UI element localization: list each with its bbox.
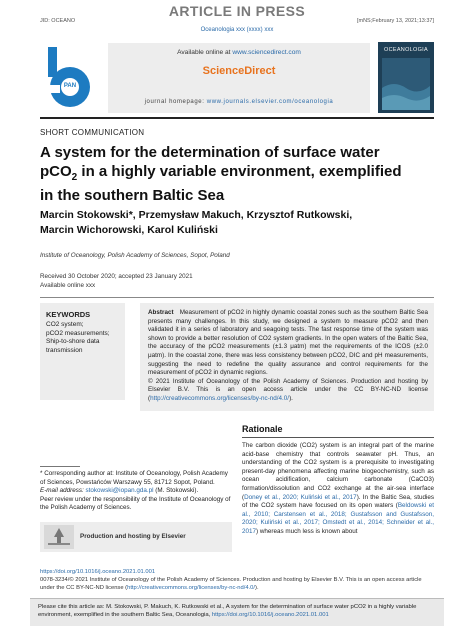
journal-issue-link[interactable]: Oceanologia xxx (xxxx) xxx — [200, 27, 274, 33]
manuscript-ref: [mNS;February 13, 2021;13:37] — [356, 18, 434, 24]
article-in-press-banner — [0, 0, 474, 20]
keywords-box — [40, 303, 125, 400]
citation-text: Please cite this article as: M. Stokowski, P. Makuch, K. Rutkowski et al., A system for the determination of surface water pCO2 in a highly variable environment, exemplified in the southern Baltic Sea, Oceanologia, https://doi.org/10.1016/j.oceano.2021.01.001 — [38, 604, 417, 619]
available-online: Available online at www.sciencedirect.com — [177, 49, 301, 56]
sciencedirect-logo: ScienceDirect — [202, 65, 276, 77]
journal-header-panel — [108, 43, 370, 113]
license-link[interactable]: http://creativecommons.org/licenses/by-nc-nd/4.0/ — [150, 394, 290, 402]
article-title: A system for the determination of surface water pCO$_2$ in a highly variable environment, exemplified in the southern Baltic Sea — [40, 144, 402, 204]
section-heading-rationale: Rationale — [242, 424, 283, 434]
citation-doi-link[interactable]: https://doi.org/10.1016/j.oceano.2021.01.001 — [211, 612, 329, 619]
rationale-divider — [242, 437, 434, 438]
doi-and-license: https://doi.org/10.1016/j.oceano.2021.01.001 0078-3234/© 2021 Institute of Oceanology of the Polish Academy of Sciences. Production and hosting by Elsevier B.V. This is an open access article under the CC BY-NC-ND license (http://creativecommons.org/licenses/by-nc-nd/4.0/). — [40, 568, 434, 592]
abstract-text: Abstract Measurement of pCO2 in highly dynamic coastal zones such as the southern Baltic Sea presents many challenges. In this study, we designed a system to measure pCO2 and then validated it in a series of laboratory and seagoing tests. The fast response time of the system was shown to provide a better resolution of CO2 system gradients. In the open waters of the Baltic Sea, the accuracy of the pCO2 measurements (±1.3 μatm) met the requirements of the ICOS (±2.0 μatm). In the coastal zone, there was less consistency between pCO2, DIC and pH measurements, suggesting the need to redefine the quality assurance and control requirements for the measurement of pCO2 in dynamic regions. © 2021 Institute of Oceanology of the Polish Academy of Sciences. Production and hosting by Elsevier B.V. This is an open access article under the CC BY-NC-ND license (http://creativecommons.org/licenses/by-nc-nd/4.0/). — [148, 309, 429, 402]
rationale-body: The carbon dioxide (CO2) system is an integral part of the marine acid-base chemistry that controls seawater pH. Thus, an understanding of the CO2 system is a prerequisite to investigating present-day phenomena affecting marine biogeochemistry, such as ocean acidification, calcium carbonate (CaCO3) formation/dissolution and CO2 exchange at the air-sea interface (Doney et al., 2020; Kuliński et al., 2017). In the Baltic Sea, studies of the CO2 system have focused on its open waters (Beldowski et al., 2010; Carstensen et al., 2018; Gustafsson and Gustafsson, 2020; Kuliński et al., 2017; Omstedt et al., 2014; Schneider et al., 2017) whereas much less is known about — [242, 442, 434, 535]
author-list: Marcin Stokowski*, Przemysław Makuch, Krzysztof Rutkowski, Marcin Wichorowski, Karol Kuliński — [40, 209, 353, 236]
footnote-rule — [40, 466, 80, 467]
correspondence-note: * Corresponding author at: Institute of Oceanology, Polish Academy of Sciences, Powstańców Warszawy 55, 81712 Sopot, Poland. E-mail address: stokowski@iopan.gda.pl (M. Stokowski). Peer review under the responsibility of the Institute of Oceanology of the Polish Academy of Sciences. — [40, 470, 231, 512]
citation-link[interactable]: Beldowski et al., 2010; Carstensen et al., 2018; Gustafsson and Gustafsson, 2020; Kuliński et al., 2017; Omstedt et al., 2014; Schneider et al., 2017 — [242, 502, 434, 535]
cover-title: OCEANOLOGIA — [384, 47, 428, 53]
keyword-item: Ship-to-shore data transmission — [46, 338, 100, 354]
peer-review-note: Peer review under the responsibility of the Institute of Oceanology of the Polish Academy of Sciences. — [40, 495, 231, 512]
journal-id: JID: OCEANO — [40, 18, 76, 24]
journal-homepage: journal homepage: www.journals.elsevier.com/oceanologia — [144, 99, 334, 105]
article-dates: Received 30 October 2020; accepted 23 January 2021 Available online xxx — [40, 273, 193, 289]
pan-logo — [40, 45, 96, 111]
elsevier-logo — [44, 525, 74, 549]
elsevier-hosting-box — [40, 522, 232, 552]
abstract-label: Abstract — [148, 309, 174, 316]
keywords-list — [46, 321, 124, 355]
sciencedirect-url-link[interactable]: www.sciencedirect.com — [232, 49, 301, 56]
journal-cover-image — [378, 42, 434, 113]
doi-link[interactable]: https://doi.org/10.1016/j.oceano.2021.01.001 — [40, 569, 156, 575]
header-divider — [40, 117, 434, 119]
press-status: ARTICLE IN PRESS — [168, 3, 306, 19]
journal-homepage-link[interactable]: www.journals.elsevier.com/oceanologia — [206, 99, 334, 105]
pan-logo-text: PAN — [63, 83, 77, 89]
dates-divider — [40, 297, 434, 298]
keywords-heading: KEYWORDS — [46, 310, 91, 319]
citation-link[interactable]: Doney et al., 2020; Kuliński et al., 2017 — [244, 493, 357, 501]
abstract-box — [140, 303, 434, 411]
keyword-item: CO2 system; — [46, 321, 84, 328]
footer-license-link[interactable]: http://creativecommons.org/licenses/by-nc-nd/4.0/ — [127, 585, 256, 591]
author-email-link[interactable]: stokowski@iopan.gda.pl — [85, 487, 154, 495]
article-type: SHORT COMMUNICATION — [40, 128, 145, 137]
elsevier-hosting-label: Production and hosting by Elsevier — [80, 533, 186, 540]
affiliation: Institute of Oceanology, Polish Academy of Sciences, Sopot, Poland — [40, 252, 230, 259]
cover-art — [382, 58, 430, 110]
citation-box — [30, 598, 444, 626]
keyword-item: pCO2 measurements; — [46, 329, 110, 337]
